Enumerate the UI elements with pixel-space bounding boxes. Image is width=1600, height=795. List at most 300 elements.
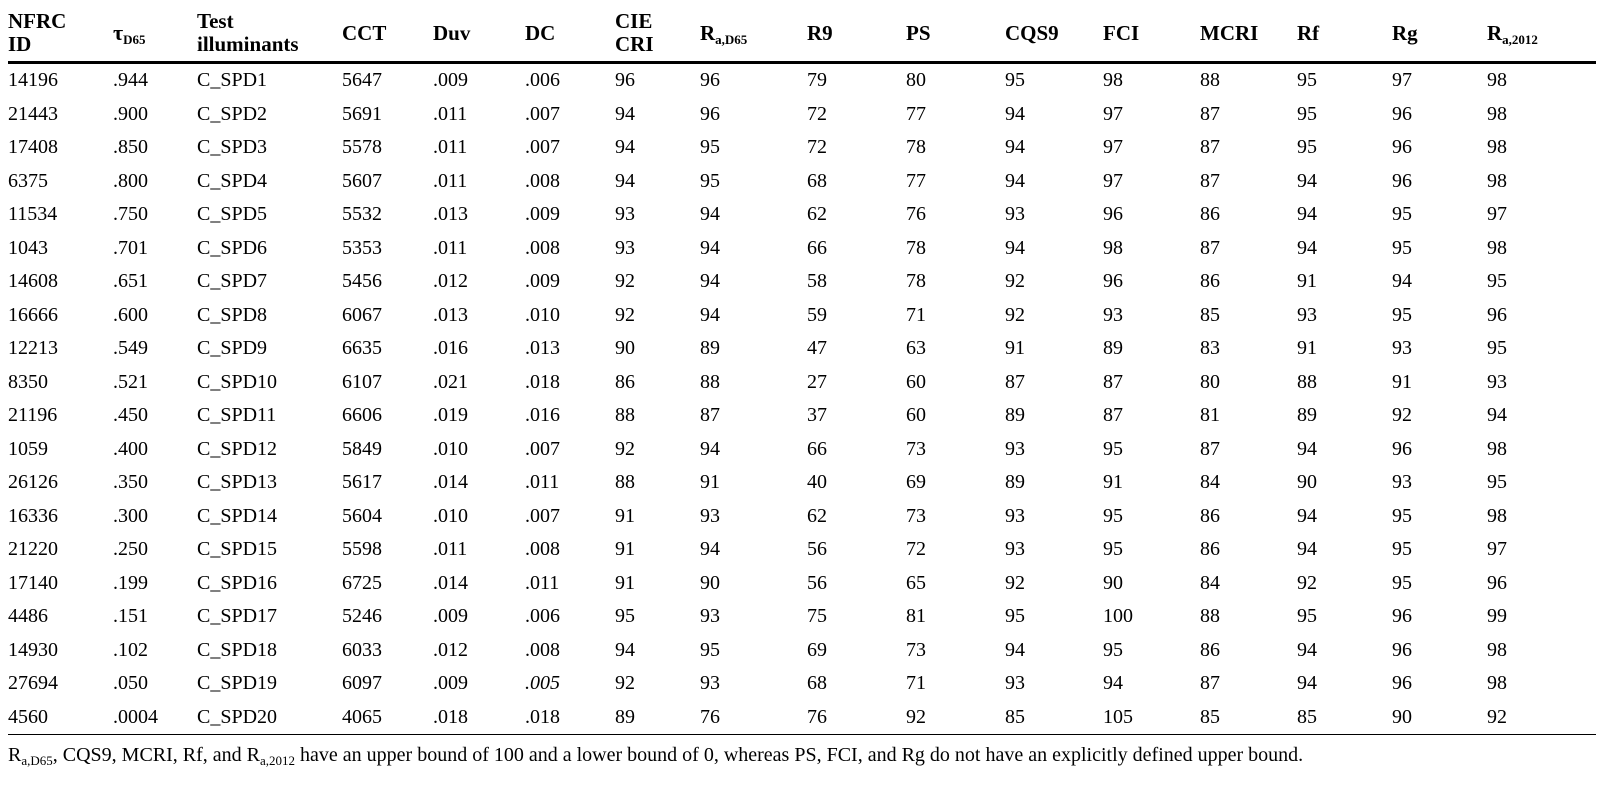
cell-ra-2012: 98 bbox=[1487, 136, 1507, 158]
cell-mcri: 80 bbox=[1200, 370, 1220, 393]
cell-mcri: 87 bbox=[1200, 236, 1220, 259]
header-mcri: MCRI bbox=[1200, 6, 1297, 63]
cell-fci: 100 bbox=[1103, 605, 1133, 627]
cell-tau-d65: .300 bbox=[113, 504, 148, 527]
cell-fci: 105 bbox=[1103, 701, 1200, 735]
cell-mcri: 85 bbox=[1200, 701, 1297, 735]
cell-ra-2012: 99 bbox=[1487, 605, 1507, 627]
cell-fci: 87 bbox=[1103, 370, 1123, 393]
cell-fci: 89 bbox=[1103, 337, 1123, 359]
table-row bbox=[8, 299, 1596, 333]
cell-rf: 94 bbox=[1297, 236, 1317, 259]
cell-ra-2012: 93 bbox=[1487, 370, 1507, 393]
cell-ps: 65 bbox=[906, 571, 926, 594]
cell-nfrc-id: 16666 bbox=[8, 303, 58, 326]
cell-ps: 81 bbox=[906, 605, 926, 627]
header-cct: CCT bbox=[342, 6, 433, 63]
cell-rg: 96 bbox=[1392, 437, 1412, 460]
cell-rf: 95 bbox=[1297, 69, 1317, 91]
cell-ra-2012: 96 bbox=[1487, 303, 1507, 326]
cell-ra-d65: 93 bbox=[700, 672, 720, 694]
cell-cie-cri: 94 bbox=[615, 102, 635, 125]
cell-dc: .018 bbox=[525, 370, 560, 393]
cell-mcri: 87 bbox=[1200, 437, 1220, 460]
cell-nfrc-id: 4486 bbox=[8, 605, 48, 627]
cell-fci: 97 bbox=[1103, 169, 1123, 192]
cell-ps: 92 bbox=[906, 701, 1005, 735]
cell-cie-cri: 93 bbox=[615, 203, 635, 225]
cell-dc: .008 bbox=[525, 169, 560, 192]
cell-cct: 6725 bbox=[342, 571, 382, 594]
cell-r9: 79 bbox=[807, 69, 827, 91]
table-row bbox=[8, 98, 1596, 132]
cell-fci: 95 bbox=[1103, 538, 1123, 560]
cell-nfrc-id: 6375 bbox=[8, 169, 48, 192]
header-duv: Duv bbox=[433, 6, 525, 63]
cell-duv: .011 bbox=[433, 102, 468, 125]
table-row bbox=[8, 466, 1596, 500]
cell-cie-cri: 92 bbox=[615, 437, 635, 460]
table-row bbox=[8, 701, 1596, 735]
cell-rf: 91 bbox=[1297, 337, 1317, 359]
cell-nfrc-id: 1043 bbox=[8, 236, 48, 259]
cell-rf: 89 bbox=[1297, 404, 1317, 426]
cell-mcri: 83 bbox=[1200, 337, 1220, 359]
cell-fci: 87 bbox=[1103, 404, 1123, 426]
cell-tau-d65: .800 bbox=[113, 169, 148, 192]
header-ra-2012: $R_{a,2012}$ bbox=[1487, 6, 1596, 63]
cell-ra-d65: 95 bbox=[700, 169, 720, 192]
cell-r9: 66 bbox=[807, 236, 827, 259]
cell-cie-cri: 94 bbox=[615, 638, 635, 661]
cell-duv: .012 bbox=[433, 270, 468, 292]
cell-cqs9: 93 bbox=[1005, 538, 1025, 560]
cell-tau-d65: .450 bbox=[113, 404, 148, 426]
header-ra-d65: $R_{a,D65}$ bbox=[700, 6, 807, 63]
cell-nfrc-id: 11534 bbox=[8, 203, 58, 225]
cell-tau-d65: .350 bbox=[113, 471, 148, 493]
cell-nfrc-id: 26126 bbox=[8, 471, 58, 493]
table-row bbox=[8, 500, 1596, 534]
cell-nfrc-id: 8350 bbox=[8, 370, 48, 393]
cell-nfrc-id: 21196 bbox=[8, 404, 58, 426]
cell-cie-cri: 88 bbox=[615, 404, 635, 426]
cell-ra-2012: 95 bbox=[1487, 270, 1507, 292]
cell-dc: .016 bbox=[525, 404, 560, 426]
cell-nfrc-id: 1059 bbox=[8, 437, 48, 460]
cell-tau-d65: .944 bbox=[113, 69, 148, 91]
cell-rg: 91 bbox=[1392, 370, 1412, 393]
table-row bbox=[8, 433, 1596, 467]
cell-tau-d65: .250 bbox=[113, 538, 148, 560]
cell-ra-d65: 94 bbox=[700, 437, 720, 460]
cell-cct: 5532 bbox=[342, 203, 382, 225]
cell-tau-d65: .750 bbox=[113, 203, 148, 225]
cell-rf: 85 bbox=[1297, 701, 1392, 735]
cell-rf: 90 bbox=[1297, 471, 1317, 493]
cell-mcri: 85 bbox=[1200, 303, 1220, 326]
cell-test-illuminant: C_SPD17 bbox=[197, 605, 278, 627]
cell-ra-2012: 98 bbox=[1487, 169, 1507, 192]
cell-rf: 91 bbox=[1297, 270, 1317, 292]
table-row bbox=[8, 332, 1596, 366]
cell-rg: 96 bbox=[1392, 169, 1412, 192]
cell-cqs9: 93 bbox=[1005, 437, 1025, 460]
cell-rg: 95 bbox=[1392, 504, 1412, 527]
cell-cqs9: 92 bbox=[1005, 571, 1025, 594]
cell-cct: 4065 bbox=[342, 701, 433, 735]
cell-nfrc-id: 21220 bbox=[8, 538, 58, 560]
cell-dc: .010 bbox=[525, 303, 560, 326]
cell-dc: .008 bbox=[525, 236, 560, 259]
table-row bbox=[8, 63, 1596, 98]
cell-r9: 27 bbox=[807, 370, 827, 393]
cell-dc: .006 bbox=[525, 605, 560, 627]
cell-rf: 93 bbox=[1297, 303, 1317, 326]
cell-ra-d65: 88 bbox=[700, 370, 720, 393]
cell-duv: .010 bbox=[433, 504, 468, 527]
cell-cie-cri: 92 bbox=[615, 270, 635, 292]
cell-nfrc-id: 14608 bbox=[8, 270, 58, 292]
cell-r9: 56 bbox=[807, 538, 827, 560]
cell-cct: 6067 bbox=[342, 303, 382, 326]
cell-tau-d65: .400 bbox=[113, 437, 148, 460]
cell-cqs9: 87 bbox=[1005, 370, 1025, 393]
cell-ra-2012: 98 bbox=[1487, 437, 1507, 460]
cell-cct: 5456 bbox=[342, 270, 382, 292]
cell-dc: .009 bbox=[525, 270, 560, 292]
cell-cqs9: 92 bbox=[1005, 303, 1025, 326]
table-row bbox=[8, 198, 1596, 232]
cell-ra-2012: 98 bbox=[1487, 236, 1507, 259]
cell-cie-cri: 92 bbox=[615, 303, 635, 326]
cell-cie-cri: 95 bbox=[615, 605, 635, 627]
cell-fci: 97 bbox=[1103, 136, 1123, 158]
cell-rg: 97 bbox=[1392, 69, 1412, 91]
cell-duv: .013 bbox=[433, 203, 468, 225]
cell-mcri: 87 bbox=[1200, 136, 1220, 158]
cell-rf: 94 bbox=[1297, 672, 1317, 694]
cell-nfrc-id: 16336 bbox=[8, 504, 58, 527]
cell-duv: .009 bbox=[433, 69, 468, 91]
cell-cqs9: 92 bbox=[1005, 270, 1025, 292]
table-row bbox=[8, 399, 1596, 433]
cell-rf: 95 bbox=[1297, 605, 1317, 627]
cell-duv: .014 bbox=[433, 471, 468, 493]
cell-cct: 5607 bbox=[342, 169, 382, 192]
cell-ra-2012: 98 bbox=[1487, 638, 1507, 661]
cell-ra-d65: 94 bbox=[700, 203, 720, 225]
cell-ra-d65: 93 bbox=[700, 605, 720, 627]
cell-cct: 6107 bbox=[342, 370, 382, 393]
cell-test-illuminant: C_SPD13 bbox=[197, 471, 278, 493]
cell-rf: 88 bbox=[1297, 370, 1317, 393]
cell-cqs9: 95 bbox=[1005, 69, 1025, 91]
cell-tau-d65: .850 bbox=[113, 136, 148, 158]
cell-mcri: 86 bbox=[1200, 203, 1220, 225]
cell-ra-2012: 94 bbox=[1487, 404, 1507, 426]
cell-rf: 95 bbox=[1297, 102, 1317, 125]
cell-dc: .011 bbox=[525, 471, 560, 493]
cell-duv: .011 bbox=[433, 136, 468, 158]
header-nfrc-id: NFRC ID bbox=[8, 6, 113, 63]
cell-mcri: 87 bbox=[1200, 672, 1220, 694]
header-tau-d65: $\tau_{D65}$ bbox=[113, 6, 197, 63]
cell-rg: 95 bbox=[1392, 203, 1412, 225]
cell-test-illuminant: C_SPD7 bbox=[197, 270, 268, 292]
header-ps: PS bbox=[906, 6, 1005, 63]
cell-ra-d65: 96 bbox=[700, 69, 720, 91]
cell-test-illuminant: C_SPD9 bbox=[197, 337, 268, 359]
cell-ra-d65: 91 bbox=[700, 471, 720, 493]
illuminant-metrics-table bbox=[8, 6, 1596, 735]
cell-r9: 47 bbox=[807, 337, 827, 359]
cell-cie-cri: 94 bbox=[615, 169, 635, 192]
cell-test-illuminant: C_SPD3 bbox=[197, 136, 268, 158]
table-row bbox=[8, 131, 1596, 165]
cell-cie-cri: 86 bbox=[615, 370, 635, 393]
cell-tau-d65: .199 bbox=[113, 571, 148, 594]
cell-ra-2012: 98 bbox=[1487, 504, 1507, 527]
cell-tau-d65: .701 bbox=[113, 236, 148, 259]
cell-tau-d65: .0004 bbox=[113, 701, 197, 735]
table-row bbox=[8, 165, 1596, 199]
cell-nfrc-id: 21443 bbox=[8, 102, 58, 125]
cell-ps: 78 bbox=[906, 136, 926, 158]
cell-cqs9: 95 bbox=[1005, 605, 1025, 627]
cell-cie-cri: 94 bbox=[615, 136, 635, 158]
cell-rg: 92 bbox=[1392, 404, 1412, 426]
table-row bbox=[8, 600, 1596, 634]
cell-ps: 60 bbox=[906, 370, 926, 393]
cell-r9: 72 bbox=[807, 136, 827, 158]
cell-test-illuminant: C_SPD20 bbox=[197, 701, 342, 735]
cell-cie-cri: 91 bbox=[615, 538, 635, 560]
cell-cct: 5578 bbox=[342, 136, 382, 158]
cell-test-illuminant: C_SPD10 bbox=[197, 370, 278, 393]
cell-rf: 95 bbox=[1297, 136, 1317, 158]
cell-dc: .009 bbox=[525, 203, 560, 225]
cell-cct: 5353 bbox=[342, 236, 382, 259]
cell-dc: .011 bbox=[525, 571, 560, 594]
cell-ps: 77 bbox=[906, 169, 926, 192]
cell-ps: 73 bbox=[906, 437, 926, 460]
cell-ps: 73 bbox=[906, 638, 926, 661]
cell-ra-2012: 96 bbox=[1487, 571, 1507, 594]
cell-fci: 91 bbox=[1103, 471, 1123, 493]
cell-nfrc-id: 27694 bbox=[8, 672, 58, 694]
cell-test-illuminant: C_SPD14 bbox=[197, 504, 278, 527]
cell-rf: 94 bbox=[1297, 437, 1317, 460]
cell-test-illuminant: C_SPD4 bbox=[197, 169, 268, 192]
cell-fci: 97 bbox=[1103, 102, 1123, 125]
cell-rf: 94 bbox=[1297, 169, 1317, 192]
cell-ra-d65: 93 bbox=[700, 504, 720, 527]
cell-test-illuminant: C_SPD12 bbox=[197, 437, 278, 460]
cell-ra-2012: 98 bbox=[1487, 69, 1507, 91]
cell-cct: 5598 bbox=[342, 538, 382, 560]
cell-cqs9: 93 bbox=[1005, 203, 1025, 225]
cell-cqs9: 93 bbox=[1005, 504, 1025, 527]
cell-rf: 94 bbox=[1297, 504, 1317, 527]
cell-mcri: 87 bbox=[1200, 169, 1220, 192]
cell-duv: .021 bbox=[433, 370, 468, 393]
cell-cqs9: 89 bbox=[1005, 471, 1025, 493]
cell-duv: .014 bbox=[433, 571, 468, 594]
cell-mcri: 84 bbox=[1200, 571, 1220, 594]
cell-cqs9: 94 bbox=[1005, 102, 1025, 125]
header-r9: R9 bbox=[807, 6, 906, 63]
cell-ps: 78 bbox=[906, 236, 926, 259]
cell-cct: 5647 bbox=[342, 69, 382, 91]
cell-rg: 96 bbox=[1392, 605, 1412, 627]
cell-cqs9: 91 bbox=[1005, 337, 1025, 359]
cell-cie-cri: 90 bbox=[615, 337, 635, 359]
cell-r9: 68 bbox=[807, 169, 827, 192]
cell-tau-d65: .521 bbox=[113, 370, 148, 393]
cell-ra-d65: 94 bbox=[700, 270, 720, 292]
cell-cqs9: 94 bbox=[1005, 638, 1025, 661]
header-row bbox=[8, 6, 1596, 63]
cell-dc: .013 bbox=[525, 337, 560, 359]
cell-dc: .005 bbox=[525, 672, 560, 694]
header-fci: FCI bbox=[1103, 6, 1200, 63]
cell-r9: 56 bbox=[807, 571, 827, 594]
table-row bbox=[8, 265, 1596, 299]
cell-fci: 96 bbox=[1103, 203, 1123, 225]
cell-r9: 75 bbox=[807, 605, 827, 627]
cell-cie-cri: 91 bbox=[615, 571, 635, 594]
cell-duv: .009 bbox=[433, 605, 468, 627]
cell-ps: 73 bbox=[906, 504, 926, 527]
table-row bbox=[8, 567, 1596, 601]
cell-ra-d65: 94 bbox=[700, 236, 720, 259]
cell-dc: .006 bbox=[525, 69, 560, 91]
cell-r9: 69 bbox=[807, 638, 827, 661]
cell-fci: 95 bbox=[1103, 638, 1123, 661]
cell-ra-d65: 87 bbox=[700, 404, 720, 426]
cell-r9: 59 bbox=[807, 303, 827, 326]
cell-duv: .011 bbox=[433, 236, 468, 259]
cell-cct: 5246 bbox=[342, 605, 382, 627]
cell-ra-d65: 95 bbox=[700, 638, 720, 661]
cell-fci: 94 bbox=[1103, 672, 1123, 694]
cell-rf: 94 bbox=[1297, 638, 1317, 661]
cell-test-illuminant: C_SPD1 bbox=[197, 69, 268, 91]
cell-ra-2012: 95 bbox=[1487, 471, 1507, 493]
cell-duv: .011 bbox=[433, 169, 468, 192]
cell-fci: 98 bbox=[1103, 236, 1123, 259]
cell-duv: .019 bbox=[433, 404, 468, 426]
cell-rf: 94 bbox=[1297, 538, 1317, 560]
cell-mcri: 86 bbox=[1200, 270, 1220, 292]
header-rf: Rf bbox=[1297, 6, 1392, 63]
cell-nfrc-id: 14930 bbox=[8, 638, 58, 661]
cell-fci: 98 bbox=[1103, 69, 1123, 91]
cell-dc: .018 bbox=[525, 701, 615, 735]
cell-mcri: 86 bbox=[1200, 504, 1220, 527]
table-footnote: $R_{a,D65}$, CQS9, MCRI, Rf, and $R_{a,2012}$ have an upper bound of 100 and a lower bound of 0, whereas PS, FCI, and Rg do not have an explicitly defined upper bound. bbox=[8, 744, 1304, 768]
cell-fci: 90 bbox=[1103, 571, 1123, 594]
cell-duv: .016 bbox=[433, 337, 468, 359]
cell-cie-cri: 89 bbox=[615, 701, 700, 735]
table-body bbox=[8, 63, 1596, 735]
cell-dc: .007 bbox=[525, 102, 560, 125]
cell-mcri: 84 bbox=[1200, 471, 1220, 493]
cell-ra-d65: 95 bbox=[700, 136, 720, 158]
header-cie-cri: CIE CRI bbox=[615, 6, 700, 63]
cell-r9: 37 bbox=[807, 404, 827, 426]
header-cqs9: CQS9 bbox=[1005, 6, 1103, 63]
cell-rf: 92 bbox=[1297, 571, 1317, 594]
cell-ps: 80 bbox=[906, 69, 926, 91]
cell-test-illuminant: C_SPD19 bbox=[197, 672, 278, 694]
cell-fci: 95 bbox=[1103, 504, 1123, 527]
cell-r9: 62 bbox=[807, 504, 827, 527]
cell-ra-d65: 96 bbox=[700, 102, 720, 125]
cell-ra-d65: 76 bbox=[700, 701, 807, 735]
cell-tau-d65: .102 bbox=[113, 638, 148, 661]
cell-duv: .018 bbox=[433, 701, 525, 735]
cell-cie-cri: 96 bbox=[615, 69, 635, 91]
cell-r9: 40 bbox=[807, 471, 827, 493]
cell-tau-d65: .151 bbox=[113, 605, 148, 627]
cell-tau-d65: .900 bbox=[113, 102, 148, 125]
cell-r9: 66 bbox=[807, 437, 827, 460]
cell-cie-cri: 88 bbox=[615, 471, 635, 493]
cell-tau-d65: .050 bbox=[113, 672, 148, 694]
cell-ps: 71 bbox=[906, 303, 926, 326]
cell-duv: .013 bbox=[433, 303, 468, 326]
cell-dc: .007 bbox=[525, 437, 560, 460]
cell-test-illuminant: C_SPD2 bbox=[197, 102, 268, 125]
cell-ra-2012: 97 bbox=[1487, 538, 1507, 560]
cell-cct: 5617 bbox=[342, 471, 382, 493]
header-dc: DC bbox=[525, 6, 615, 63]
cell-rg: 90 bbox=[1392, 701, 1487, 735]
cell-rg: 95 bbox=[1392, 571, 1412, 594]
cell-ra-d65: 94 bbox=[700, 303, 720, 326]
cell-rg: 93 bbox=[1392, 471, 1412, 493]
cell-test-illuminant: C_SPD8 bbox=[197, 303, 268, 326]
cell-ps: 69 bbox=[906, 471, 926, 493]
cell-test-illuminant: C_SPD18 bbox=[197, 638, 278, 661]
cell-r9: 62 bbox=[807, 203, 827, 225]
cell-ra-d65: 94 bbox=[700, 538, 720, 560]
cell-ps: 60 bbox=[906, 404, 926, 426]
cell-cqs9: 89 bbox=[1005, 404, 1025, 426]
cell-duv: .011 bbox=[433, 538, 468, 560]
cell-cqs9: 93 bbox=[1005, 672, 1025, 694]
cell-ra-2012: 92 bbox=[1487, 701, 1596, 735]
cell-rg: 93 bbox=[1392, 337, 1412, 359]
cell-test-illuminant: C_SPD11 bbox=[197, 404, 277, 426]
cell-tau-d65: .651 bbox=[113, 270, 148, 292]
cell-ps: 77 bbox=[906, 102, 926, 125]
cell-ra-2012: 97 bbox=[1487, 203, 1507, 225]
cell-ra-2012: 98 bbox=[1487, 102, 1507, 125]
cell-test-illuminant: C_SPD16 bbox=[197, 571, 278, 594]
cell-dc: .008 bbox=[525, 638, 560, 661]
cell-ps: 63 bbox=[906, 337, 926, 359]
cell-dc: .008 bbox=[525, 538, 560, 560]
cell-cct: 6635 bbox=[342, 337, 382, 359]
cell-rg: 96 bbox=[1392, 638, 1412, 661]
cell-mcri: 88 bbox=[1200, 605, 1220, 627]
cell-test-illuminant: C_SPD6 bbox=[197, 236, 268, 259]
cell-ps: 76 bbox=[906, 203, 926, 225]
cell-r9: 72 bbox=[807, 102, 827, 125]
